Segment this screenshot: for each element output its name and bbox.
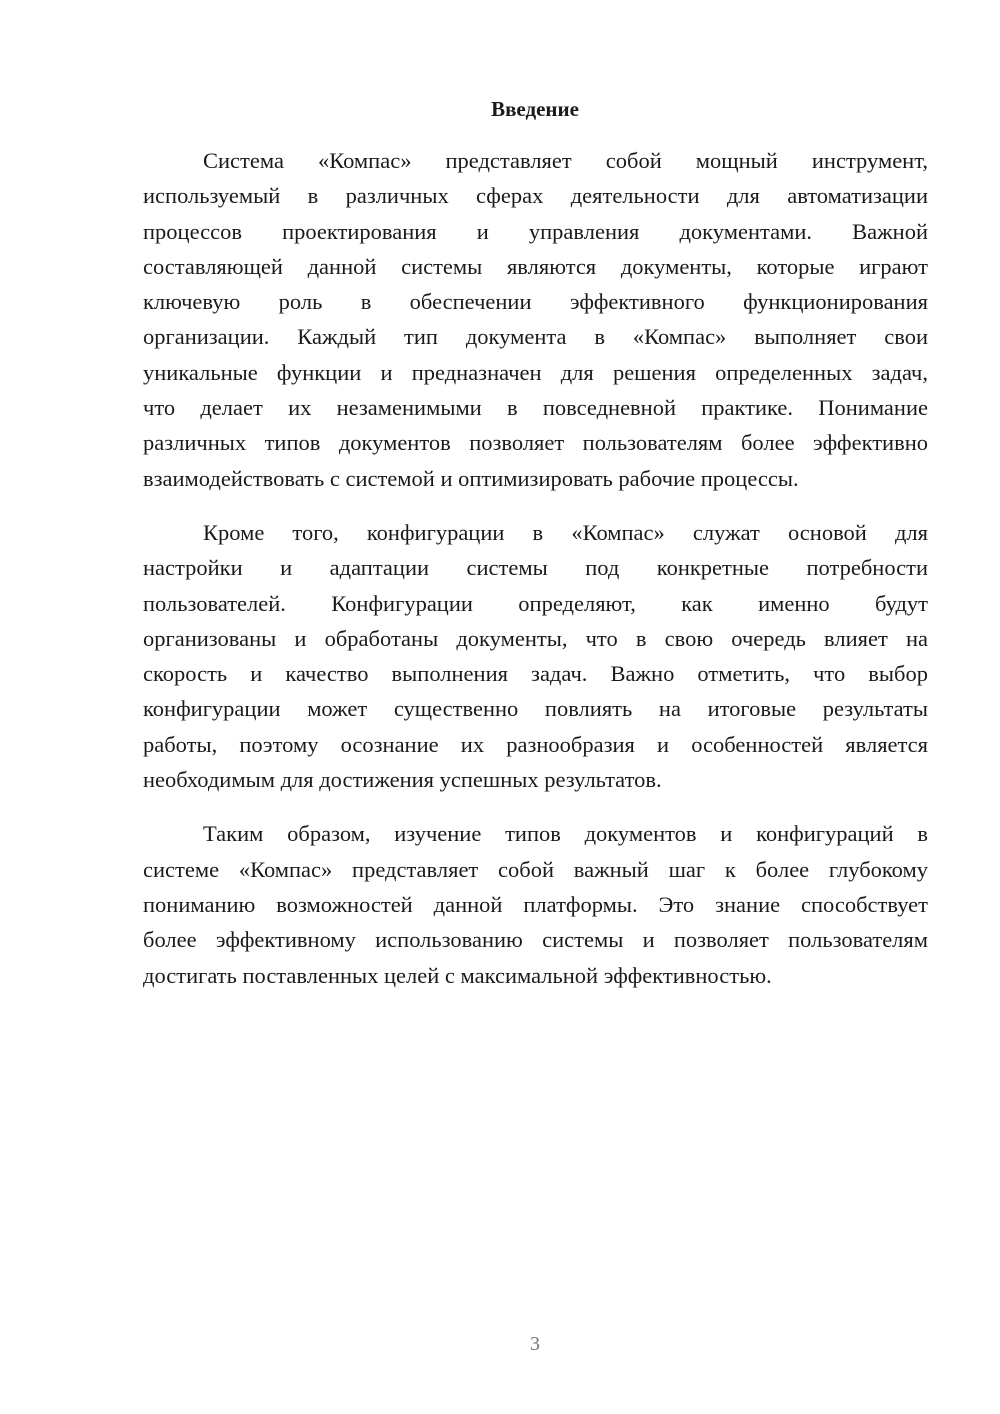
document-body	[143, 143, 928, 1012]
text-line: Кроме того, конфигурации в «Компас» служат основой для	[203, 519, 928, 545]
text-line: скорость и качество выполнения задач. Важно отметить, что выбор	[143, 661, 928, 687]
text-line: достигать поставленных целей с максимальной эффективностью.	[143, 962, 772, 988]
text-line: Система «Компас» представляет собой мощный инструмент,	[203, 148, 928, 173]
page-number: 3	[530, 1333, 540, 1355]
paragraph	[143, 816, 928, 992]
text-line: организации. Каждый тип документа в «Компас» выполняет свои	[143, 324, 928, 350]
text-line: взаимодействовать с системой и оптимизировать рабочие процессы.	[143, 465, 799, 491]
text-line: пользователей. Конфигурации определяют, как именно будут	[143, 590, 928, 616]
text-line: уникальные функции и предназначен для решения определенных задач,	[143, 359, 928, 385]
text-line: различных типов документов позволяет пользователям более эффективно	[143, 430, 928, 456]
section-title: Введение	[491, 97, 579, 121]
text-line: используемый в различных сферах деятельности для автоматизации	[143, 183, 928, 209]
paragraph	[143, 143, 928, 496]
text-line: более эффективному использованию системы и позволяет пользователям	[143, 927, 928, 953]
text-line: настройки и адаптации системы под конкретные потребности	[143, 555, 928, 581]
text-line: конфигурации может существенно повлиять на итоговые результаты	[143, 696, 928, 722]
text-line: организованы и обработаны документы, что в свою очередь влияет на	[143, 625, 928, 651]
text-line: что делает их незаменимыми в повседневной практике. Понимание	[143, 395, 928, 421]
text-line: Таким образом, изучение типов документов и конфигураций в	[203, 821, 928, 847]
text-line: необходимым для достижения успешных результатов.	[143, 767, 662, 793]
text-line: системе «Компас» представляет собой важный шаг к более глубокому	[143, 856, 928, 882]
text-line: составляющей данной системы являются документы, которые играют	[143, 253, 928, 279]
text-line: ключевую роль в обеспечении эффективного функционирования	[143, 289, 928, 315]
text-line: пониманию возможностей данной платформы. Это знание способствует	[143, 891, 928, 917]
paragraph	[143, 515, 928, 797]
text-line: процессов проектирования и управления документами. Важной	[143, 218, 928, 244]
text-line: работы, поэтому осознание их разнообразия и особенностей является	[143, 731, 928, 757]
